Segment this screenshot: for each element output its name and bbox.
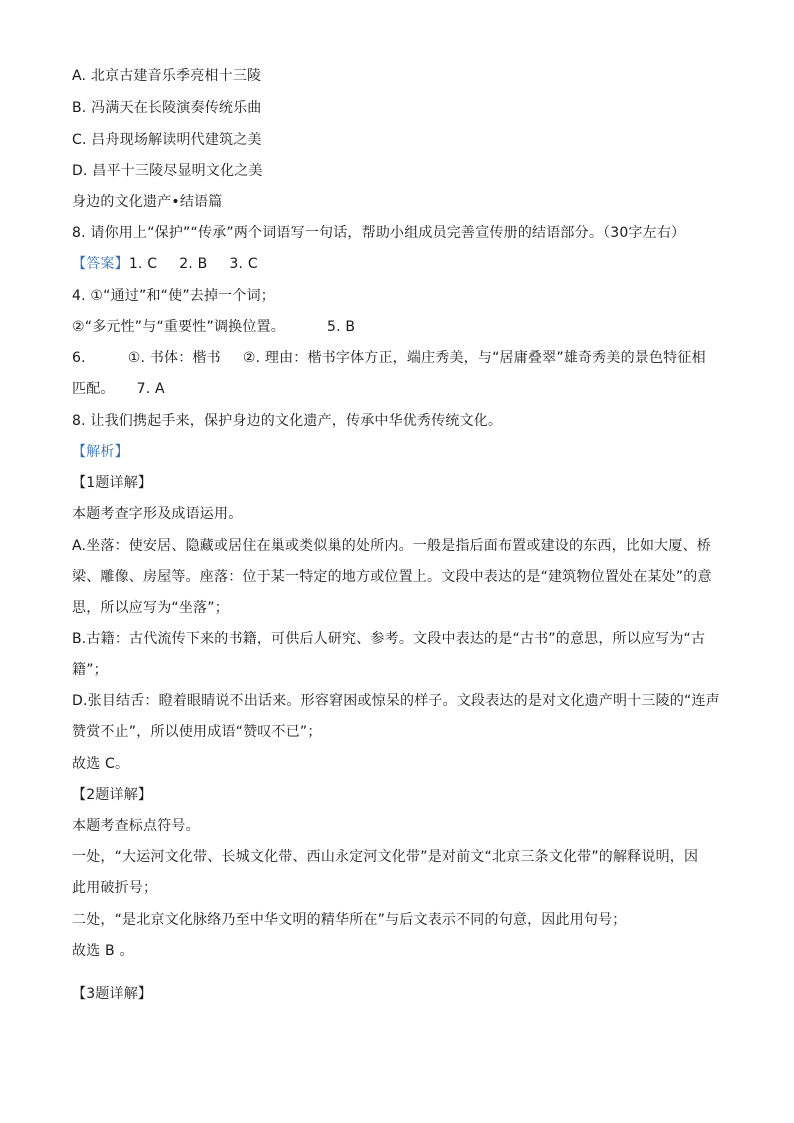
q1-d-line-1: D.张目结舌：瞪着眼睛说不出话来。形容窘困或惊呆的样子。文段表达的是对文化遗产明十三陵的“连声: [72, 693, 720, 709]
q2-line-3: 二处，“是北京文化脉络乃至中华文明的精华所在”与后文表示不同的句意，因此用句号；: [72, 912, 627, 928]
answer-2: 2. B: [179, 256, 208, 272]
q2-intro: 本题考查标点符号。: [72, 818, 200, 834]
question-8: 8. 请你用上“保护”“传承”两个词语写一句话，帮助小组成员完善宣传册的结语部分。（30字左右）: [72, 225, 686, 241]
q2-title: 【2题详解】: [72, 787, 153, 803]
answer-6-cont-line: [72, 380, 165, 398]
answer-6-part2: ②. 理由：楷书字体方正，端庄秀美，与“居庸叠翠”雄奇秀美的景色特征相: [242, 350, 706, 366]
q2-line-1: 一处，“大运河文化带、长城文化带、西山永定河文化带”是对前文“北京三条文化带”的解释说明，因: [72, 849, 699, 865]
answer-4: 4. ①“通过”和“使”去掉一个词；: [72, 288, 275, 304]
answer-8: 8. 让我们携起手来，保护身边的文化遗产，传承中华优秀传统文化。: [72, 413, 503, 429]
answer-7: 7. A: [136, 381, 165, 397]
answer-label: 【答案】: [72, 256, 129, 272]
q1-b-line-1: B.古籍：古代流传下来的书籍，可供后人研究、参考。文段中表达的是“古书”的意思，所以应写为“古: [72, 631, 706, 647]
q2-conclusion: 故选 B 。: [72, 943, 134, 959]
q2-line-2: 此用破折号；: [72, 880, 158, 896]
answer-4b: ②“多元性”与“重要性”调换位置。: [72, 319, 285, 335]
answer-4b-line: [72, 318, 355, 336]
q1-title: 【1题详解】: [72, 475, 153, 491]
q3-title: 【3题详解】: [72, 986, 153, 1002]
answer-6-cont: 匹配。: [72, 381, 115, 397]
answer-line-1: [72, 255, 258, 273]
option-a: A. 北京古建音乐季亮相十三陵: [72, 68, 262, 84]
option-c: C. 吕舟现场解读明代建筑之美: [72, 132, 262, 148]
q1-d-line-2: 赞赏不止”，所以使用成语“赞叹不已”；: [72, 724, 322, 740]
answer-6-part1: ①. 书体：楷书: [127, 350, 221, 366]
q1-a-line-2: 梁、雕像、房屋等。座落：位于某一特定的地方或位置上。文段中表达的是“建筑物位置处在某处”的意: [72, 569, 712, 585]
q1-a-line-1: A.坐落：使安居、隐藏或居住在巢或类似巢的处所内。一般是指后面布置或建设的东西，比如大厦、桥: [72, 538, 711, 554]
answer-5: 5. B: [326, 319, 356, 335]
option-b: B. 冯满天在长陵演奏传统乐曲: [72, 100, 262, 116]
q1-conclusion: 故选 C。: [72, 756, 130, 772]
answer-6-number: 6.: [72, 350, 86, 366]
answer-1: 1. C: [128, 256, 158, 272]
q1-a-line-3: 思，所以应写为“坐落”；: [72, 600, 229, 616]
option-d: D. 昌平十三陵尽显明文化之美: [72, 163, 263, 179]
analysis-label: 【解析】: [72, 444, 129, 460]
answer-3: 3. C: [229, 256, 258, 272]
q1-b-line-2: 籍”；: [72, 662, 108, 678]
answer-6-line: [72, 349, 706, 367]
q1-intro: 本题考查字形及成语运用。: [72, 506, 243, 522]
section-title: 身边的文化遗产•结语篇: [72, 194, 223, 210]
